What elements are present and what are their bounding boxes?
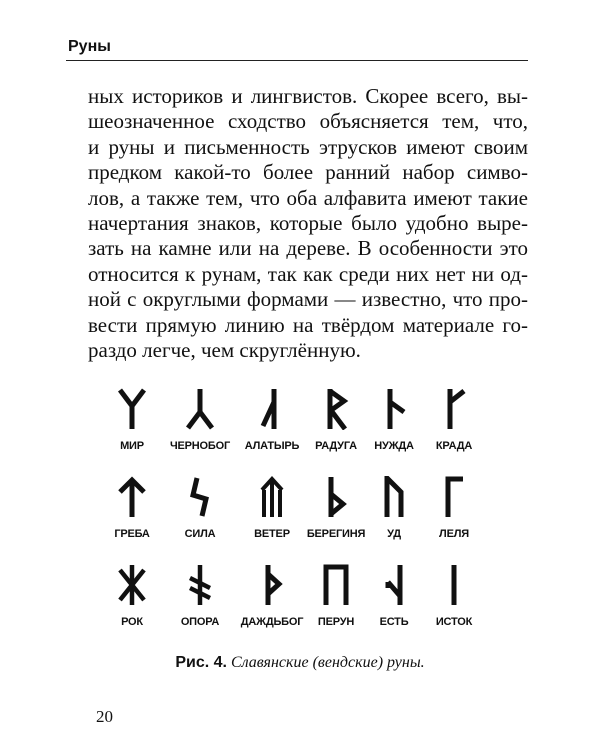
rune-label: РАДУГА: [315, 440, 357, 452]
rune-label: ДАЖДЬБОГ: [240, 616, 304, 628]
perun-rune-icon: [321, 564, 351, 606]
figure-number: Рис. 4.: [175, 654, 227, 671]
running-head: Руны: [68, 38, 111, 55]
rune-label: ЧЕРНОБОГ: [169, 440, 230, 452]
figure-caption: [0, 654, 600, 672]
text-line: зать на камне или на дереве. В особенности это: [88, 236, 528, 261]
ud-rune-icon: [379, 476, 409, 518]
chernobog-rune-icon: [185, 388, 215, 430]
rune-label: АЛАТЫРЬ: [244, 440, 300, 452]
rune-label: КРАДА: [435, 440, 473, 452]
mir-rune-icon: [117, 388, 147, 430]
lelya-rune-icon: [439, 476, 469, 518]
text-line: предком какой-то более ранний набор симво-: [88, 160, 528, 185]
text-line: шеозначенное сходство объясняется тем, что,: [88, 109, 528, 134]
rune-label: СИЛА: [184, 528, 216, 540]
rune-label: БЕРЕГИНЯ: [306, 528, 366, 540]
text-line: вести прямую линию на твёрдом материале го-: [88, 312, 528, 337]
figure-caption-text: Славянские (вендские) руны.: [230, 654, 425, 671]
rune-label: УД: [387, 528, 401, 540]
rune-label: ОПОРА: [180, 616, 220, 628]
rune-row: [121, 564, 492, 652]
opora-rune-icon: [185, 564, 215, 606]
est-rune-icon: [379, 564, 409, 606]
rune-label: НУЖДА: [374, 440, 414, 452]
istok-rune-icon: [439, 564, 469, 606]
rune-label: МИР: [120, 440, 144, 452]
rune-row: [120, 388, 492, 476]
rune-figure: [114, 388, 492, 652]
dazhdbog-rune-icon: [257, 564, 287, 606]
veter-rune-icon: [257, 476, 287, 518]
text-line: раздо легче, чем скруглённую.: [88, 338, 361, 363]
text-line: ной с округлыми формами — известно, что про-: [88, 287, 528, 312]
rune-label: РОК: [121, 616, 143, 628]
sila-rune-icon: [185, 476, 215, 518]
rune-label: ЛЕЛЯ: [439, 528, 469, 540]
rune-label: ЕСТЬ: [379, 616, 409, 628]
text-line: лов, а также тем, что оба алфавита имеют такие: [88, 185, 528, 210]
rune-label: ГРЕБА: [114, 528, 150, 540]
alatyr-rune-icon: [257, 388, 287, 430]
rune-label: ВЕТЕР: [254, 528, 290, 540]
bereginya-rune-icon: [321, 476, 351, 518]
rune-item: [160, 564, 240, 628]
krada-rune-icon: [439, 388, 469, 430]
rune-row: [114, 476, 492, 564]
rune-item: [414, 476, 494, 540]
header-rule: [66, 60, 528, 61]
nuzhda-rune-icon: [379, 388, 409, 430]
body-text: [88, 84, 528, 363]
treba-rune-icon: [117, 476, 147, 518]
rune-item: [414, 388, 494, 452]
rune-item: [160, 476, 240, 540]
rune-item: [160, 388, 240, 452]
text-line: и руны и письменность этрусков имеют своим: [88, 134, 528, 159]
rune-item: [414, 564, 494, 628]
page-number: 20: [96, 707, 113, 726]
rune-label: ИСТОК: [435, 616, 473, 628]
rune-label: ПЕРУН: [317, 616, 355, 628]
text-line: начертания знаков, которые было удобно выре-: [88, 211, 528, 236]
text-line: ных историков и лингвистов. Скорее всего, вы-: [88, 84, 528, 108]
raduga-rune-icon: [321, 388, 351, 430]
rok-rune-icon: [117, 564, 147, 606]
text-line: относится к рунам, так как среди них нет ни од-: [88, 261, 528, 286]
